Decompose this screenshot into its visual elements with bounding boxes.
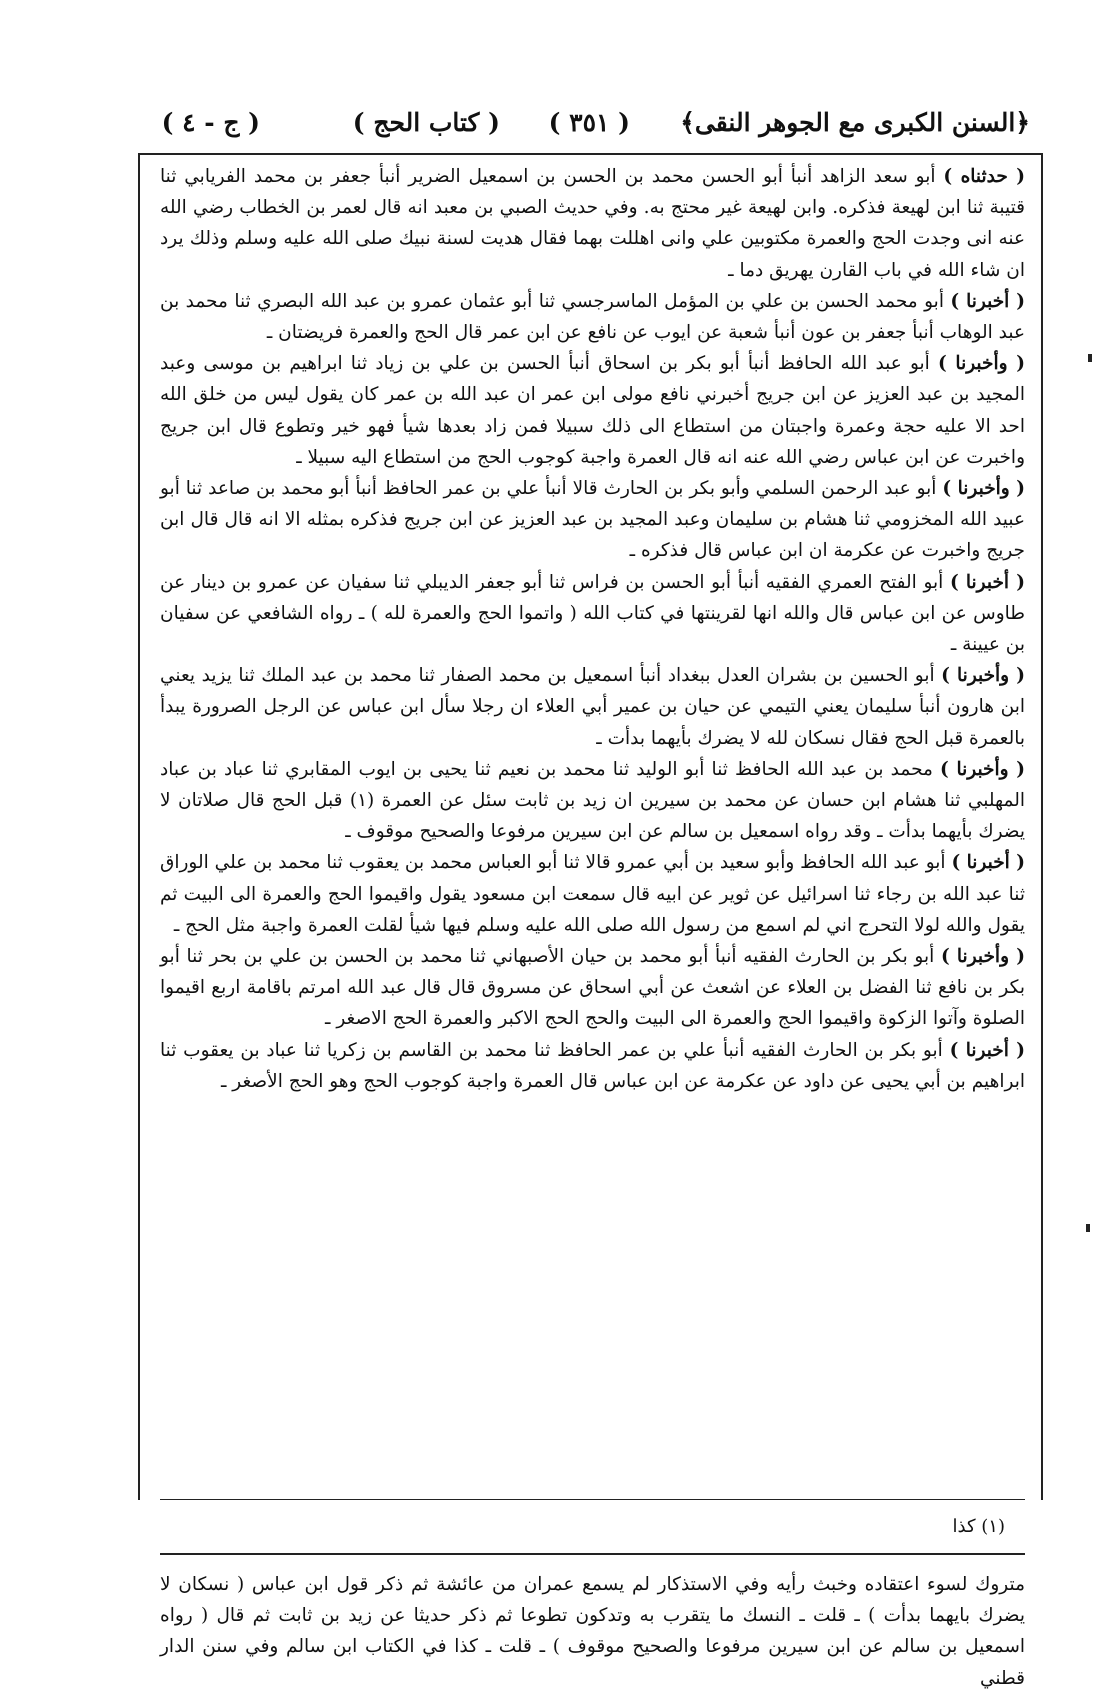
header-page-number: ( ٣٥١ ) [548,108,630,137]
hadith-paragraph [160,847,1025,941]
main-text [160,161,1025,1097]
footnote-divider [160,1499,1025,1500]
narration-lead: ( وأخبرنا ) [940,946,1025,968]
narration-lead: ( أخبرنا ) [949,571,1026,593]
narration-lead: ( حدثناه ) [943,166,1025,187]
paragraph-text: أبو عبد الله الحافظ أنبأ أبو بكر بن اسحاق أنبأ الحسن بن علي بن زياد ثنا ابراهيم بن موسى وعبد المجيد بن عبد العزيز عن ابن جريج أخبرني نافع مولى ابن عمر ان عبد الله بن عمر كان يقول ليس من خلق الله احد الا عليه حجة وعمرة واجبتان من استطاع الى ذلك سبيلا فمن زاد بعدها شيأ فهو خير وتطوع قال ابن جريج واخبرت عن ابن عباس رضي الله عنه انه قال العمرة واجبة كوجوب الحج من استطاع اليه سبيلا ـ [160,353,1025,468]
header-volume: ( ج - ٤ ) [161,108,260,137]
header-book-title: ﴿السنن الكبرى مع الجوهر النقى﴾ [680,108,1030,137]
hadith-paragraph [160,348,1025,473]
paragraph-text: أبو الفتح العمري الفقيه أنبأ أبو الحسن بن فراس ثنا أبو جعفر الديبلي ثنا سفيان عن عمرو بن دينار عن طاوس عن ابن عباس قال والله انها لقرينتها في كتاب الله ( واتموا الحج والعمرة لله ) ـ رواه الشافعي عن سفيان بن عيينة ـ [160,571,1025,656]
paragraph-text: أبو سعد الزاهد أنبأ أبو الحسن محمد بن الحسن بن اسمعيل الضرير أنبأ جعفر بن محمد الفريابي ثنا قتيبة ثنا ابن لهيعة فذكره. وابن لهيعة غير محتج به. وفي حديث الصبي بن معبد انه قال لعمر بن الخطاب رضي الله عنه انى وجدت الحج والعمرة مكتوبين علي وانى اهللت بهما فقال هديت لسنة نبيك صلى الله عليه وسلم وذلك يرد ان شاء الله في باب القارن يهريق دما ـ [160,166,1025,281]
hadith-paragraph [160,473,1025,567]
paragraph-text: أبو عبد الله الحافظ وأبو سعيد بن أبي عمرو قالا ثنا أبو العباس محمد بن يعقوب ثنا محمد بن علي الوراق ثنا عبد الله بن رجاء ثنا اسرائيل عن ثوير عن ابيه قال سمعت ابن مسعود يقول واقيموا الحج والعمرة الى البيت ثم يقول والله لولا التحرج اني لم اسمع من رسول الله صلى الله عليه وسلم فيها شيأ لقلت العمرة واجبة مثل الحج ـ [160,852,1025,936]
jawhar-commentary: متروك لسوء اعتقاده وخبث رأيه وفي الاستذكار لم يسمع عمران من عائشة ثم ذكر قول ابن عباس ( نسكان لا يضرك بايهما بدأت ) ـ قلت ـ النسك ما يتقرب به وتدكون تطوعا ثم ذكر حديثا عن زيد بن ثابت ثم قال ( رواه اسمعيل بن سالم عن ابن سيرين مرفوعا والصحيح موقوف ) ـ قلت ـ كذا في الكتاب ابن سالم وفي سنن الدار قطني [160,1574,1025,1689]
margin-mark [1088,354,1092,362]
narration-lead: ( أخبرنا ) [951,852,1025,874]
margin-mark [1086,1224,1090,1232]
narration-lead: ( أخبرنا ) [949,1039,1025,1061]
narration-lead: ( وأخبرنا ) [941,665,1025,687]
hadith-paragraph [160,941,1025,1035]
paragraph-text: أبو الحسين بن بشران العدل ببغداد أنبأ اسمعيل بن محمد الصفار ثنا محمد بن عبد الملك ثنا يزيد يعني ابن هارون أنبأ سليمان يعني التيمي عن حيان بن عمير أبي العلاء ان رجلا سأل ابن عباس عن الرجل الصرورة يبدأ بالعمرة قبل الحج فقال نسكان لله لا يضرك بأيهما بدأت ـ [160,665,1025,749]
hadith-paragraph [160,567,1025,661]
paragraph-text: أبو محمد الحسن بن علي بن المؤمل الماسرجسي ثنا أبو عثمان عمرو بن عبد الله البصري ثنا محمد بن عبد الوهاب أنبأ جعفر بن عون أنبأ شعبة عن ايوب عن نافع عن ابن عمر قال الحج والعمرة فريضتان ـ [160,290,1025,344]
section-rule [160,1553,1025,1555]
hadith-paragraph [160,754,1025,848]
narration-lead: ( وأخبرنا ) [942,478,1025,500]
hadith-paragraph [160,1035,1025,1097]
hadith-paragraph [160,660,1025,754]
paragraph-text: أبو عبد الرحمن السلمي وأبو بكر بن الحارث قالا أنبأ علي بن عمر الحافظ أنبأ أبو محمد بن صاعد ثنا أبو عبيد الله المخزومي ثنا هشام بن سليمان وعبد المجيد بن عبد العزيز عن ابن جريج فذكره بمثله الا انه قال قال ابن جريج واخبرت عن عكرمة ان ابن عباس قال فذكره ـ [160,478,1025,562]
paragraph-text: أبو بكر بن الحارث الفقيه أنبأ أبو محمد بن حيان الأصبهاني ثنا محمد بن الحسن بن علي بن بحر ثنا أبو بكر بن نافع ثنا الفضل بن العلاء عن اشعث عن أبي اسحاق عن مسروق قال قال عبد الله امرتم باقامة اربع اقيموا الصلوة وآتوا الزكوة واقيموا الحج والعمرة الى البيت والحج الحج الاكبر والعمرة الحج الاصغر ـ [160,946,1025,1030]
narration-lead: ( وأخبرنا ) [937,353,1025,375]
footnote: (١) كذا [952,1516,1005,1537]
main-text-frame [138,153,1043,1689]
running-header [150,100,1030,146]
hadith-paragraph [160,286,1025,348]
hadith-paragraph [160,161,1025,286]
narration-lead: ( وأخبرنا ) [940,758,1025,780]
paragraph-text: أبو بكر بن الحارث الفقيه أنبأ علي بن عمر الحافظ ثنا محمد بن القاسم بن زكريا ثنا عباد بن يعقوب ثنا ابراهيم بن أبي يحيى عن داود عن عكرمة عن ابن عباس قال العمرة واجبة كوجوب الحج وهو الحج الأصغر ـ [160,1039,1025,1092]
narration-lead: ( أخبرنا ) [950,290,1025,312]
paragraph-text: محمد بن عبد الله الحافظ ثنا أبو الوليد ثنا محمد بن نعيم ثنا يحيى بن ايوب المقابري ثنا عباد بن عباد المهلبي ثنا هشام ابن حسان عن محمد بن سيرين ان زيد بن ثابت سئل عن العمرة (١) قبل الحج قال صلاتان لا يضرك بأيهما بدأت ـ وقد رواه اسمعيل بن سالم عن ابن سيرين مرفوعا والصحيح موقوف ـ [160,758,1025,843]
header-chapter: ( كتاب الحج ) [352,108,500,137]
